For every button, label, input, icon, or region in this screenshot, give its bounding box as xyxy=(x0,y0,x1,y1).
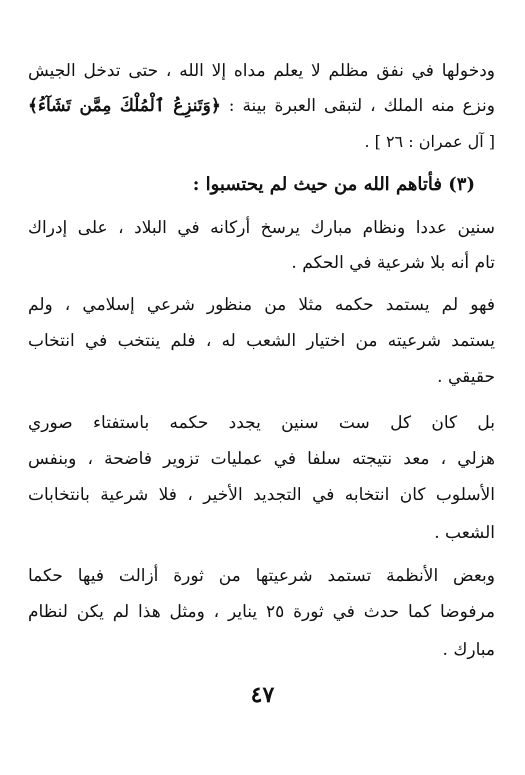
paragraph-3-line-3: حقيقي . xyxy=(437,367,495,387)
paragraph-4-line-4: الشعب . xyxy=(434,523,495,543)
paragraph-5-line-3: مبارك . xyxy=(442,640,495,660)
paragraph-4-line-2: هزلي ، معد نتيجته سلفا في عمليات تزوير فاضحة ، وبنفس xyxy=(28,449,495,469)
paragraph-1-line-2 xyxy=(28,93,495,119)
paragraph-2-line-1: سنين عددا ونظام مبارك يرسخ أركانه في البلاد ، على إدراك xyxy=(28,218,495,238)
paragraph-5-line-1: وبعض الأنظمة تستمد شرعيتها من ثورة أزالت فيها حكما xyxy=(28,566,495,586)
quran-verse: ﴿وَتَنزِعُ ٱلْمُلْكَ مِمَّن تَشَآءُ﴾ xyxy=(28,96,221,116)
paragraph-3-line-2: يستمد شرعيته من اختيار الشعب له ، فلم ينتخب في انتخاب xyxy=(28,331,495,351)
page-number: ٤٧ xyxy=(250,682,275,708)
section-heading: (٣) فأتاهم الله من حيث لم يحتسبوا : xyxy=(192,174,475,195)
paragraph-1-line-1: ودخولها في نفق مظلم لا يعلم مداه إلا الله ، حتى تدخل الجيش xyxy=(28,61,495,81)
paragraph-1-line-2-text: ونزع منه الملك ، لتبقى العبرة بينة : xyxy=(228,96,495,116)
paragraph-3-line-1: فهو لم يستمد حكمه مثلا من منظور شرعي إسلامي ، ولم xyxy=(28,295,495,315)
paragraph-5-line-2: مرفوضا كما حدث في ثورة ٢٥ يناير ، ومثل هذا لم يكن لنظام xyxy=(28,602,495,622)
paragraph-2-line-2: تام أنه بلا شرعية في الحكم . xyxy=(291,253,495,273)
paragraph-4-line-3: الأسلوب كان انتخابه في التجديد الأخير ، فلا شرعية بانتخابات xyxy=(28,485,495,505)
paragraph-4-line-1: بل كان كل ست سنين يجدد حكمه باستفتاء صوري xyxy=(28,413,495,433)
verse-citation: [ آل عمران : ٢٦ ] . xyxy=(364,132,495,151)
